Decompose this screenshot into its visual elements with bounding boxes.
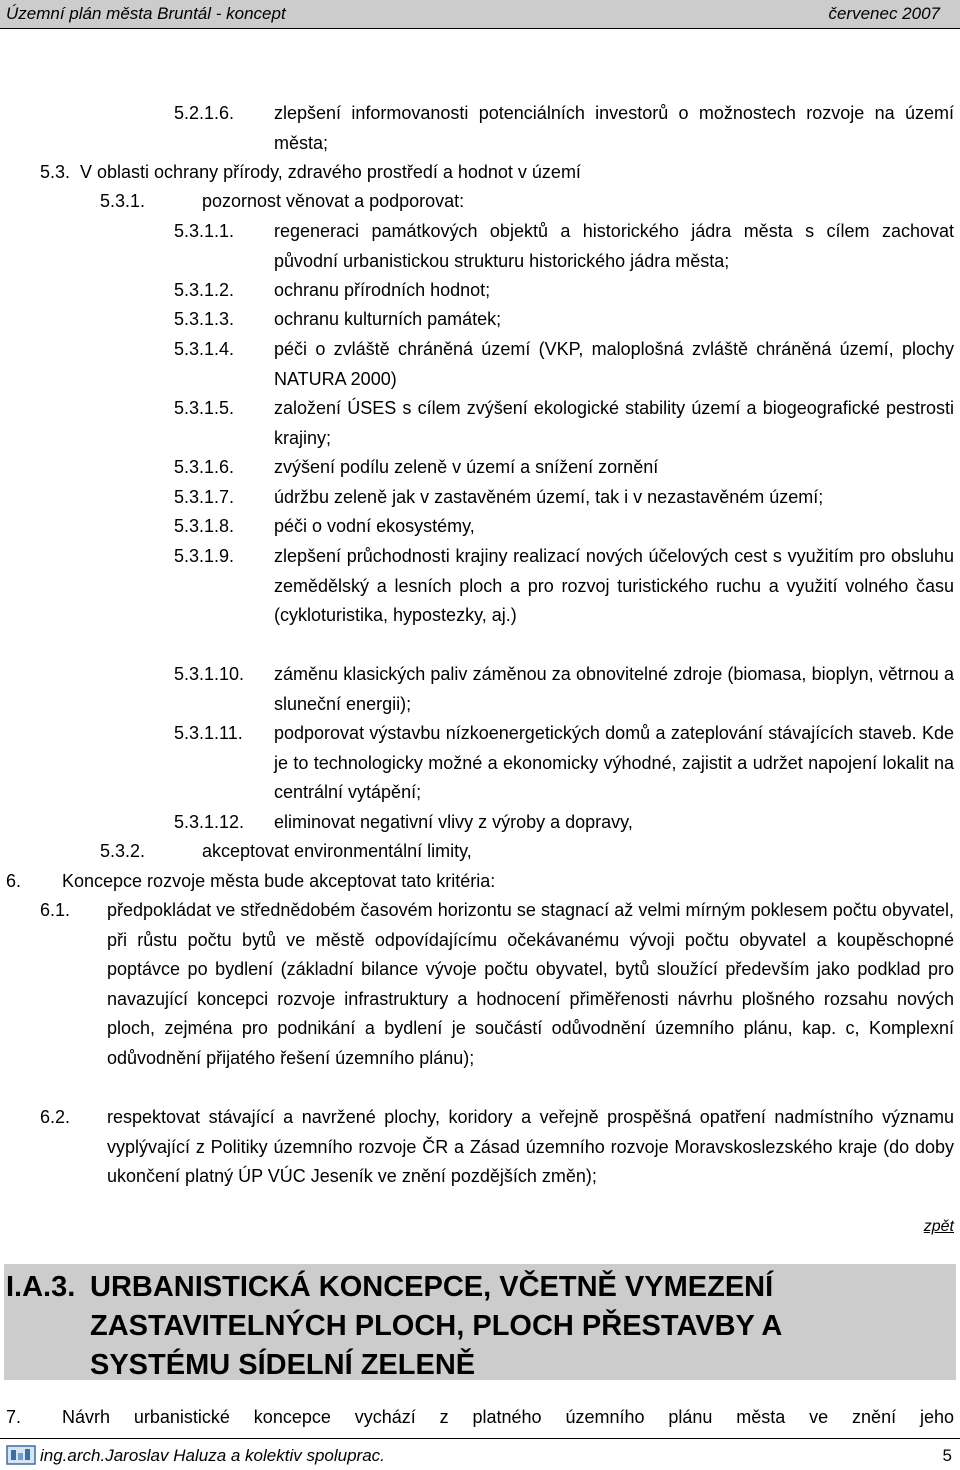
back-link[interactable]: zpět — [923, 1218, 954, 1235]
list-item — [174, 305, 954, 335]
footer-author: ing.arch.Jaroslav Haluza a kolektiv spoluprac. — [40, 1446, 385, 1465]
list-item — [174, 483, 954, 513]
item-number: 5.3.1.2. — [174, 280, 235, 300]
item-text: regeneraci památkových objektů a historického jádra města s cílem zachovat původní urbanistickou strukturu historického jádra města; — [274, 221, 954, 271]
item-number: 5.3.1.10. — [174, 664, 245, 684]
item-number: 5.3.1.9. — [174, 546, 235, 566]
logo-icon — [6, 1445, 36, 1465]
item-text: podporovat výstavbu nízkoenergetických domů a zateplování stávajících staveb. Kde je to technologicky možné a ekonomicky výhodné, zajistit a udržet napojení lokalit na centrální vytápění; — [274, 723, 954, 802]
list-item — [6, 1403, 954, 1433]
page-header — [0, 0, 960, 29]
list-item — [174, 542, 954, 631]
item-text: pozornost věnovat a podporovat: — [202, 191, 465, 211]
item-text: Návrh urbanistické koncepce vychází z platného územního plánu města ve znění jeho — [62, 1407, 954, 1427]
list-item — [6, 867, 954, 897]
page-footer — [0, 1438, 960, 1470]
list-item — [174, 99, 954, 158]
list-item — [174, 808, 954, 838]
item-number: 5.2.1.6. — [174, 103, 235, 123]
item-text: zlepšení průchodnosti krajiny realizací nových účelových cest s využitím pro obsluhu zemědělský a lesních ploch a pro rozvoj turistického ruchu a využití volného času (cykloturistika, hypostezky, aj.) — [274, 546, 954, 625]
item-number: 5.3.1.5. — [174, 398, 235, 418]
page-number: 5 — [942, 1446, 952, 1465]
item-text: péči o zvláště chráněná území (VKP, maloplošná zvláště chráněná území, plochy NATURA 2000) — [274, 339, 954, 389]
item-number: 5.3.1.4. — [174, 339, 235, 359]
list-item — [40, 158, 954, 188]
item-number: 7. — [6, 1407, 22, 1427]
item-number: 6.1. — [40, 900, 71, 920]
item-number: 5.3.1.11. — [174, 723, 243, 743]
list-item — [174, 217, 954, 276]
list-item — [174, 453, 954, 483]
list-item — [174, 394, 954, 453]
item-text: eliminovat negativní vlivy z výroby a dopravy, — [274, 812, 633, 832]
section-number: I.A.3. — [6, 1271, 76, 1303]
list-item — [100, 187, 954, 217]
list-item — [40, 1103, 954, 1192]
item-text: předpokládat ve střednědobém časovém horizontu se stagnací až velmi mírným poklesem počtu obyvatel, při růstu počtu bytů ve městě odpovídajícímu očekávanému vývoji počtu obyvatel a koupěschopné poptávce po bydlení (základní bilance vývoje počtu obyvatel, bytů sloužící především jako podklad pro navazující koncepci rozvoje infrastruktury a hodnocení přiměřenosti návrhu plošného rozsahu nových ploch, zejména pro podnikání a bydlení je součástí odůvodnění územního plánu, kap. c, Komplexní odůvodnění přijatého řešení územního plánu); — [107, 900, 954, 1068]
list-item — [174, 660, 954, 719]
item-number: 5.3.1.1. — [174, 221, 235, 241]
item-text: založení ÚSES s cílem zvýšení ekologické stability území a biogeografické pestrosti krajiny; — [274, 398, 954, 448]
item-text: ochranu přírodních hodnot; — [274, 280, 491, 300]
item-text: akceptovat environmentální limity, — [202, 841, 472, 861]
item-number: 5.3.1.8. — [174, 516, 235, 536]
item-number: 5.3.1.6. — [174, 457, 235, 477]
section-heading — [4, 1264, 956, 1380]
list-item — [174, 335, 954, 394]
list-item — [174, 276, 954, 306]
item-number: 5.3.2. — [100, 841, 146, 861]
item-text: zlepšení informovanosti potenciálních investorů o možnostech rozvoje na území města; — [274, 103, 954, 153]
list-item — [40, 896, 954, 1073]
header-document-title: Územní plán města Bruntál - koncept — [6, 4, 286, 23]
item-text: údržbu zeleně jak v zastavěném území, tak i v nezastavěném území; — [274, 487, 824, 507]
list-item — [174, 512, 954, 542]
item-text: péči o vodní ekosystémy, — [274, 516, 475, 536]
item-text: Koncepce rozvoje města bude akceptovat tato kritéria: — [62, 871, 496, 891]
item-text: respektovat stávající a navržené plochy, koridory a veřejně prospěšná opatření nadmístního významu vyplývající z Politiky územního rozvoje ČR a Zásad územního rozvoje Moravskoslezského kraje (do doby ukončení platný ÚP VÚC Jeseník ve znění pozdějších změn); — [107, 1107, 954, 1186]
item-number: 6. — [6, 871, 22, 891]
item-number: 5.3.1.12. — [174, 812, 245, 832]
item-number: 5.3. — [40, 162, 71, 182]
list-item — [174, 719, 954, 808]
item-text: zvýšení podílu zeleně v území a snížení zornění — [274, 457, 659, 477]
item-text: V oblasti ochrany přírody, zdravého prostředí a hodnot v území — [80, 162, 581, 182]
header-date: červenec 2007 — [828, 4, 940, 23]
section-title: URBANISTICKÁ KONCEPCE, VČETNĚ VYMEZENÍ ZASTAVITELNÝCH PLOCH, PLOCH PŘESTAVBY A SYSTÉMU SÍDELNÍ ZELENĚ — [90, 1271, 782, 1381]
item-number: 5.3.1.7. — [174, 487, 235, 507]
item-text: ochranu kulturních památek; — [274, 309, 502, 329]
list-item — [100, 837, 954, 867]
item-number: 5.3.1.3. — [174, 309, 235, 329]
item-number: 5.3.1. — [100, 191, 146, 211]
item-number: 6.2. — [40, 1107, 71, 1127]
item-text: záměnu klasických paliv záměnou za obnovitelné zdroje (biomasa, bioplyn, větrnou a sluneční energii); — [274, 664, 954, 714]
